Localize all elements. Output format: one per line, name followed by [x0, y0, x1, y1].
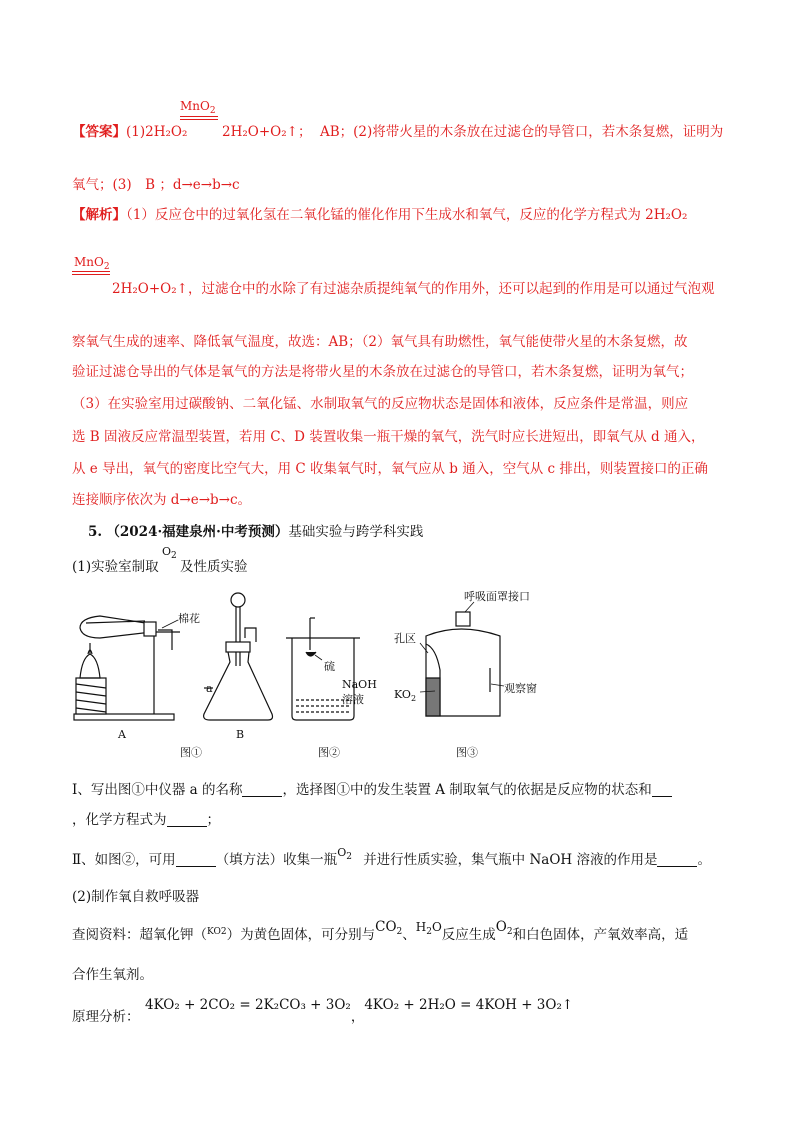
answer-mno2-catalyst: MnO$_2$ [180, 99, 216, 116]
answer-choice: AB；(2)将带火星的木条放在过滤仓的导管口，若木条复燃，证明为 [320, 124, 724, 140]
question-2-line: Ⅱ、如图②，可用 （填方法）收集一瓶$O_2$ 并进行性质实验，集气瓶中 NaOH 溶液的作用是 。 [72, 846, 711, 868]
self-rescuer [426, 612, 500, 716]
question-2-o2: $O_2$ [337, 846, 352, 862]
analysis-line-5: （3）在实验室用过碳酸钠、二氧化锰、水制取氧气的反应物状态是固体和液体，反应条件是常温，则应 [72, 396, 689, 412]
analysis-mno2-catalyst: MnO$_2$ [74, 255, 110, 272]
principle-label: 原理分析： [72, 1009, 140, 1025]
part2-ko2: KO2 [207, 927, 227, 937]
part2-title: (2)制作氧自救呼吸器 [72, 889, 200, 905]
apparatus-b [204, 593, 273, 720]
answer-products: 2H₂O+O₂↑； [222, 124, 312, 140]
question5-heading [88, 520, 423, 540]
question5-title: 基础实验与跨学科实践 [288, 524, 424, 540]
label-window: 观察窗 [504, 682, 537, 695]
question5-number: 5. [88, 524, 103, 540]
part2-o2: $O_2$ [495, 919, 513, 937]
analysis-line-2: 2H₂O+O₂↑，过滤仓中的水除了有过滤杂质提纯氧气的作用外，还可以起到的作用是可以通过气泡观 [112, 281, 715, 297]
part2-co2: $CO_2$ [375, 919, 403, 937]
question-1-line-1: Ⅰ、写出图①中仪器 a 的名称 ，选择图①中的发生装置 A 制取氧气的依据是反应物的状态和 [72, 778, 672, 798]
part2-info-line-2: 合作生氧剂。 [72, 967, 153, 983]
question5-source: （2024·福建泉州·中考预测） [106, 524, 289, 540]
question5-o2: $O_2$ [162, 545, 177, 561]
label-sulfur: 硫 [324, 660, 335, 673]
answer-blank-5[interactable] [657, 852, 697, 867]
answer-blank-2[interactable] [652, 782, 672, 797]
answer-line-1 [72, 120, 187, 140]
answer-blank-4[interactable] [176, 852, 216, 867]
label-mask: 呼吸面罩接口 [464, 590, 530, 603]
part2-info-line-1: 查阅资料：超氧化钾（$^{KO2}$）为黄色固体，可分别与$CO_2$、$H_2O$反应生成$O_2$和白色固体，产氧效率高，适 [72, 919, 689, 943]
analysis-line-8: 连接顺序依次为 d→e→b→c。 [72, 492, 252, 508]
answer-part1: (1)2H₂O₂ [126, 124, 188, 140]
caption-fig3: 图③ [456, 746, 478, 759]
label-hole: 孔区 [394, 632, 416, 645]
answer-label: 【答案】 [72, 124, 126, 140]
question-1-line-2: ，化学方程式为 ； [72, 812, 220, 828]
label-solution: 溶液 [342, 693, 364, 706]
question5-sub1-post: 及性质实验 [180, 559, 248, 575]
analysis-line-3: 察氧气生成的速率、降低氧气温度，故选：AB；（2）氧气具有助燃性，氧气能使带火星的木条复燃，故 [72, 334, 688, 350]
answer-line-2: 氧气；(3) B ；d→e→b→c [72, 177, 240, 193]
answer-blank-1[interactable] [242, 782, 282, 797]
experiment-figures [60, 588, 540, 764]
label-cotton: 棉花 [178, 612, 200, 625]
analysis-line-7: 从 e 导出，氧气的密度比空气大，用 C 收集氧气时，氧气应从 b 通入，空气从 c 排出，则装置接口的正确 [72, 461, 708, 477]
part2-h2o: $H_2O$ [415, 920, 442, 937]
analysis-line-6: 选 B 固液反应常温型装置，若用 C、D 装置收集一瓶干燥的氧气，洗气时应长进短出，即氧气从 d 通入， [72, 429, 705, 445]
question5-sub1: (1)实验室制取 [72, 559, 159, 575]
label-a: a [206, 682, 213, 695]
analysis-line-1: 【解析】（1）反应仓中的过氧化氢在二氧化锰的催化作用下生成水和氧气，反应的化学方程式为 2H₂O₂ [72, 207, 688, 223]
label-B: B [236, 728, 245, 741]
equation-1: 4KO₂ + 2CO₂ = 2K₂CO₃ + 3O₂ [145, 997, 351, 1013]
analysis-equation-bar [72, 271, 110, 275]
label-naoh: NaOH [342, 678, 377, 691]
label-ko2: $KO_2$ [394, 688, 417, 703]
caption-fig1: 图① [180, 746, 202, 759]
label-A: A [118, 728, 126, 741]
principle-equations: 4KO₂ + 2CO₂ = 2K₂CO₃ + 3O₂，4KO₂ + 2H₂O = 4KOH + 3O₂↑ [145, 997, 574, 1025]
equation-2: 4KO₂ + 2H₂O = 4KOH + 3O₂↑ [364, 997, 574, 1013]
apparatus-a [74, 616, 180, 720]
analysis-line-4: 验证过滤仓导出的气体是氧气的方法是将带火星的木条放在过滤仓的导管口，若木条复燃，证明为氧气； [72, 364, 693, 380]
answer-blank-3[interactable] [167, 812, 207, 827]
analysis-label: 【解析】 [72, 207, 126, 223]
caption-fig2: 图② [318, 746, 340, 759]
